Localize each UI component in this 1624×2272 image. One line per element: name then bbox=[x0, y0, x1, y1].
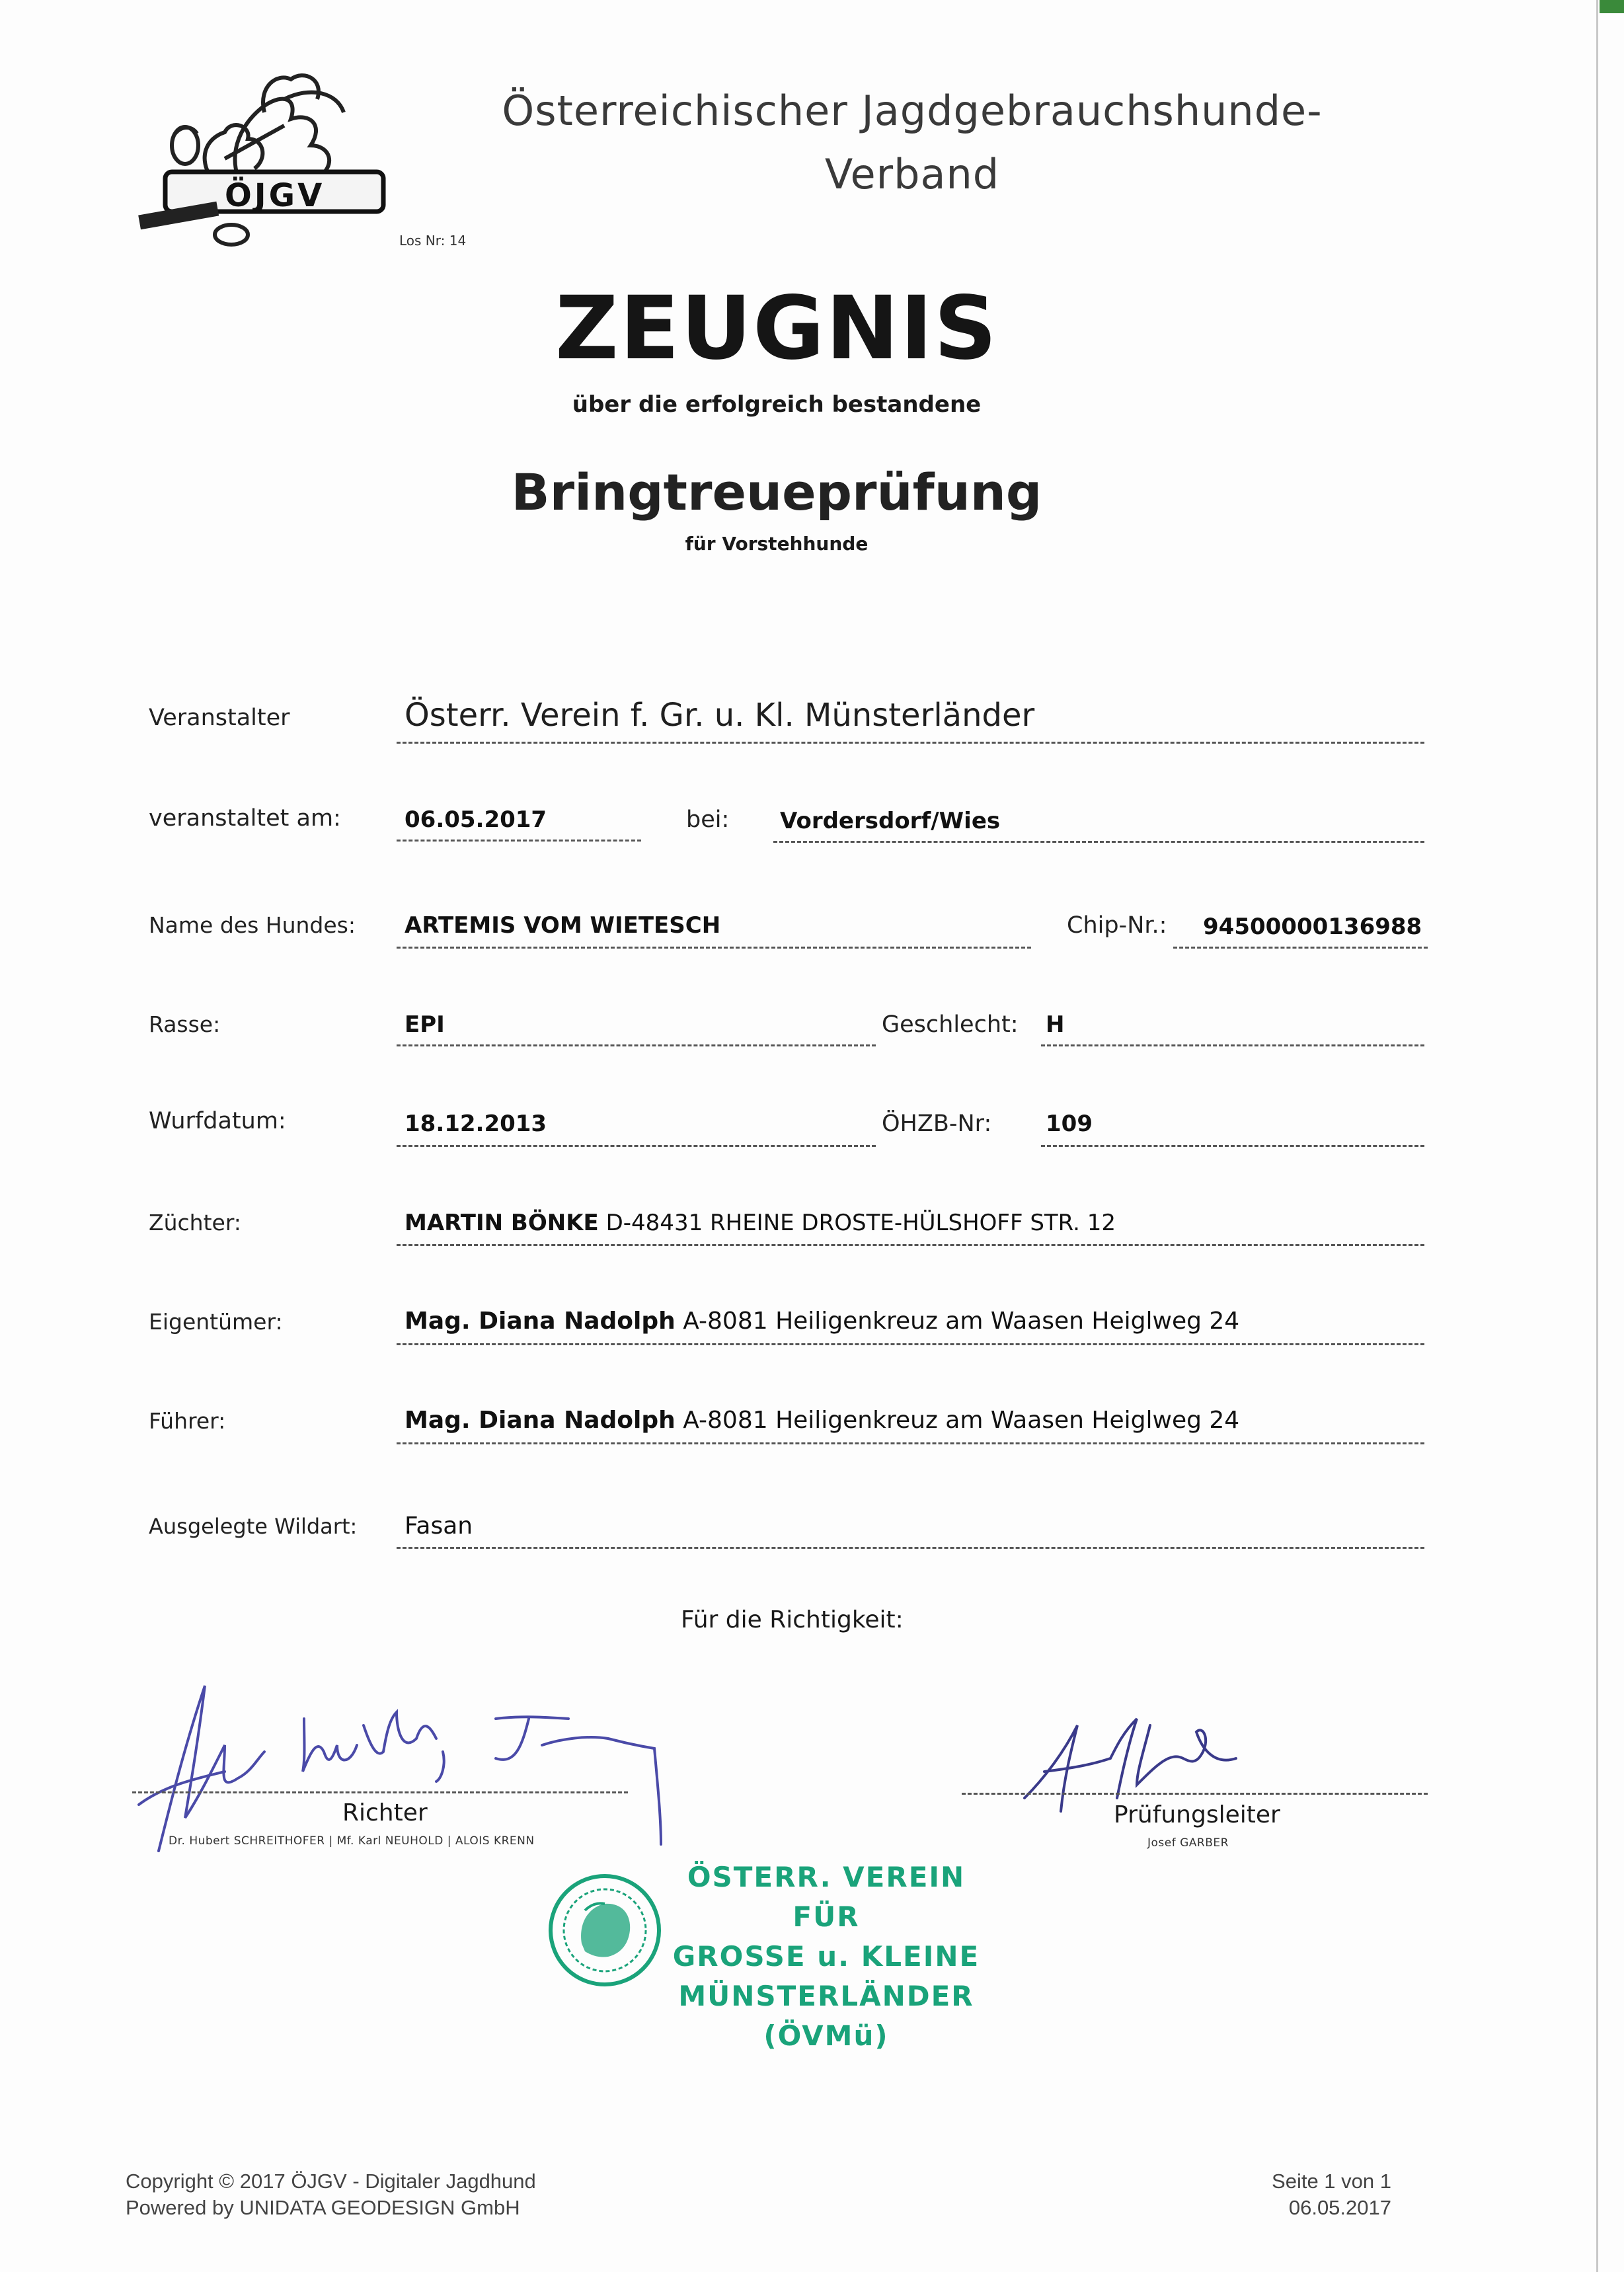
datum-line bbox=[397, 840, 641, 842]
ojgv-logo bbox=[126, 59, 403, 258]
bei-label: bei: bbox=[686, 806, 730, 833]
zuechter-label: Züchter: bbox=[149, 1210, 241, 1235]
rasse-value: EPI bbox=[405, 1011, 445, 1038]
stamp-line-2: GROSSE u. KLEINE bbox=[672, 1940, 980, 1973]
veranstalter-label: Veranstalter bbox=[149, 705, 290, 731]
leader-role: Prüfungsleiter bbox=[1114, 1801, 1280, 1828]
leader-signature-line bbox=[962, 1793, 1428, 1795]
eigentuemer-address: A-8081 Heiligenkreuz am Waasen Heiglweg 24 bbox=[683, 1308, 1240, 1335]
oehzb-line bbox=[1041, 1145, 1424, 1147]
zuechter-name: MARTIN BÖNKE bbox=[405, 1210, 599, 1236]
eigentuemer-value bbox=[405, 1308, 1239, 1335]
page-edge bbox=[1596, 0, 1598, 2272]
geschlecht-value: H bbox=[1046, 1011, 1065, 1038]
name-label: Name des Hundes: bbox=[149, 912, 356, 938]
wurfdatum-label: Wurfdatum: bbox=[149, 1108, 286, 1134]
oehzb-label: ÖHZB-Nr: bbox=[882, 1111, 992, 1137]
judge-role: Richter bbox=[342, 1799, 428, 1826]
wildart-label: Ausgelegte Wildart: bbox=[149, 1514, 358, 1539]
chip-value: 94500000136988 bbox=[1203, 914, 1422, 940]
zuechter-address: D-48431 RHEINE DROSTE-HÜLSHOFF STR. 12 bbox=[605, 1210, 1116, 1236]
club-stamp-seal bbox=[545, 1871, 664, 1990]
fuehrer-value bbox=[405, 1407, 1239, 1434]
rasse-line bbox=[397, 1044, 876, 1046]
richtigkeit-text: Für die Richtigkeit: bbox=[681, 1606, 904, 1633]
bei-line bbox=[773, 841, 1424, 843]
document-title: ZEUGNIS bbox=[555, 278, 999, 379]
name-line bbox=[397, 947, 1031, 949]
chip-label: Chip-Nr.: bbox=[1067, 912, 1167, 939]
fuehrer-name: Mag. Diana Nadolph bbox=[405, 1407, 676, 1434]
geschlecht-label: Geschlecht: bbox=[882, 1011, 1019, 1038]
chip-line bbox=[1173, 947, 1428, 949]
oak-leaf-icon bbox=[126, 59, 403, 258]
geschlecht-line bbox=[1041, 1044, 1424, 1046]
judge-signature-line bbox=[132, 1791, 628, 1793]
zuechter-line bbox=[397, 1244, 1424, 1246]
zuechter-value bbox=[405, 1210, 1116, 1236]
corner-mark bbox=[1600, 0, 1624, 13]
stamp-line-4: (ÖVMü) bbox=[763, 2019, 889, 2052]
eigentuemer-line bbox=[397, 1343, 1424, 1345]
veranstalter-value: Österr. Verein f. Gr. u. Kl. Münsterländer bbox=[405, 697, 1035, 734]
club-stamp-text bbox=[661, 1858, 991, 2056]
dog-name-value: ARTEMIS VOM WIETESCH bbox=[405, 912, 721, 939]
eigentuemer-label: Eigentümer: bbox=[149, 1309, 283, 1335]
veranstalter-line bbox=[397, 742, 1424, 744]
datum-value: 06.05.2017 bbox=[405, 806, 547, 833]
footer-powered: Powered by UNIDATA GEODESIGN GmbH bbox=[126, 2196, 520, 2219]
footer-copyright: Copyright © 2017 ÖJGV - Digitaler Jagdhund bbox=[126, 2170, 536, 2193]
org-line-1: Österreichischer Jagdgebrauchshunde- bbox=[502, 87, 1323, 135]
eigentuemer-name: Mag. Diana Nadolph bbox=[405, 1308, 676, 1335]
leader-name: Josef GARBER bbox=[1147, 1836, 1229, 1850]
fuehrer-label: Führer: bbox=[149, 1408, 226, 1434]
stamp-line-3: MÜNSTERLÄNDER bbox=[678, 1980, 974, 2012]
logo-text: ÖJGV bbox=[225, 177, 325, 214]
rasse-label: Rasse: bbox=[149, 1011, 221, 1037]
wurfdatum-line bbox=[397, 1145, 876, 1147]
wildart-line bbox=[397, 1547, 1424, 1549]
oehzb-value: 109 bbox=[1046, 1111, 1093, 1137]
datum-label: veranstaltet am: bbox=[149, 805, 341, 832]
footer-date: 06.05.2017 bbox=[1288, 2196, 1391, 2219]
org-line-2: Verband bbox=[824, 150, 1000, 198]
bei-value: Vordersdorf/Wies bbox=[780, 808, 1001, 834]
footer-left bbox=[126, 2168, 536, 2221]
footer-page: Seite 1 von 1 bbox=[1272, 2170, 1391, 2193]
exam-name: Bringtreueprüfung bbox=[511, 463, 1042, 522]
stamp-line-1: ÖSTERR. VEREIN FÜR bbox=[687, 1861, 966, 1933]
los-number: Los Nr: 14 bbox=[399, 233, 467, 249]
judge-names: Dr. Hubert SCHREITHOFER | Mf. Karl NEUHOLD | ALOIS KRENN bbox=[169, 1834, 535, 1848]
document-subtitle: über die erfolgreich bestandene bbox=[572, 391, 982, 418]
wurfdatum-value: 18.12.2013 bbox=[405, 1111, 547, 1137]
fuehrer-line bbox=[397, 1442, 1424, 1444]
footer-right bbox=[1256, 2168, 1391, 2221]
wildart-value: Fasan bbox=[405, 1512, 473, 1540]
exam-subtitle: für Vorstehhunde bbox=[685, 533, 869, 555]
organization-name bbox=[463, 79, 1362, 206]
fuehrer-address: A-8081 Heiligenkreuz am Waasen Heiglweg 24 bbox=[683, 1407, 1240, 1434]
